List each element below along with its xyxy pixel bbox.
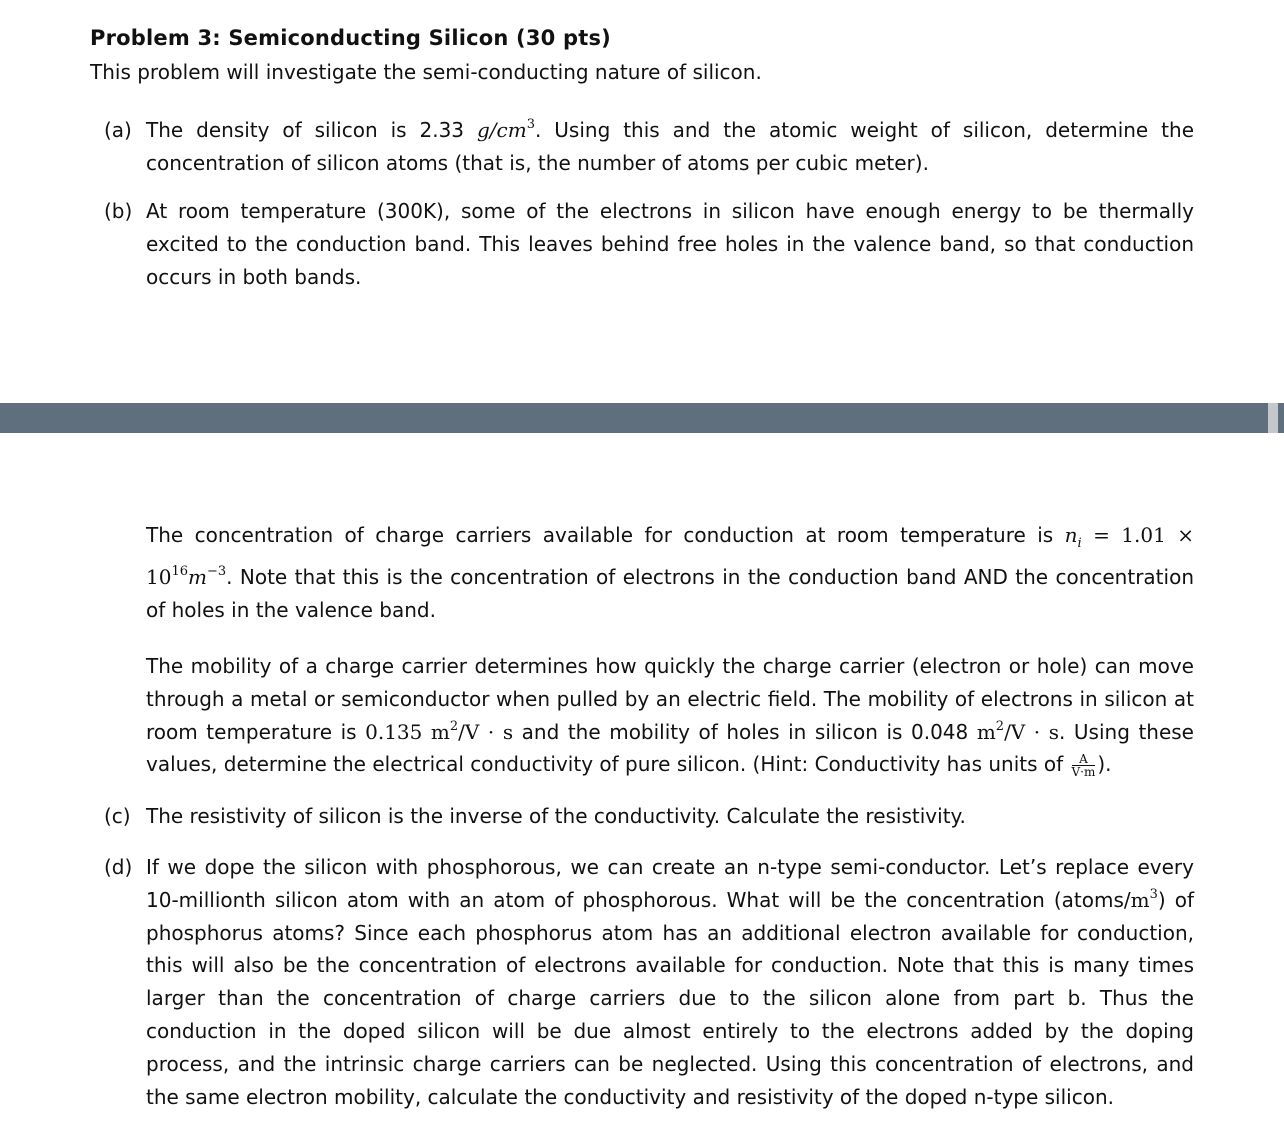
part-b-text: At room temperature (300K), some of the electrons in silicon have enough energy to be thermally excited to the conduction band. This leaves behind free holes in the valence band, so that conduction occurs in both bands. [146, 199, 1194, 289]
part-b-label: (b) [104, 199, 133, 223]
part-d-label: (d) [104, 855, 133, 879]
problem-title: Problem 3: Semiconducting Silicon (30 pts) [90, 26, 611, 50]
part-b-mobility-text: The mobility of a charge carrier determines how quickly the charge carrier (electron or hole) can move through a metal or semiconductor when pulled by an electric field. The mobility of electrons in silicon at room temperature is 0.135 $m^2/V \cdot s$ and the mobility of holes in silicon is 0.048 $m^2/V \cdot s$. Using these values, determine the electrical conductivity of pure silicon. (Hint: Conductivity has units of $\frac{A}{V\cdot m}$ ). [146, 654, 1194, 780]
part-b-concentration-text: The concentration of charge carriers available for conduction at room temperature is $n_i = 1.01 \times 10^{16}m^{-3}$. Note that this is the concentration of electrons in the conduction band AND the concentration of holes in the valence band. [146, 523, 1195, 622]
part-d-text: If we dope the silicon with phosphorous, we can create an n-type semi-conductor. Let’s replace every 10-millionth silicon atom with an atom of phosphorous. What will be the concentration $(atoms/m^3)$ of phosphorus atoms? Since each phosphorus atom has an additional electron available for conduction, this will also be the concentration of electrons available for conduction. Note that this is many times larger than the concentration of charge carriers due to the silicon alone from part b. Thus the conduction in the doped silicon will be due almost entirely to the electrons added by the doping process, and the intrinsic charge carriers can be neglected. Using this concentration of electrons, and the same electron mobility, calculate the conductivity and resistivity of the doped n-type silicon. [146, 855, 1194, 1109]
conductivity-units-fraction: $\frac{A}{V\cdot m}$ [1071, 752, 1096, 780]
part-a-text: The density of silicon is 2.33 $g/cm^3$. Using this and the atomic weight of silicon, determine the concentration of silicon atoms (that is, the number of atoms per cubic meter). [146, 117, 1194, 175]
part-c-label: (c) [104, 804, 131, 828]
page-divider [0, 403, 1284, 433]
problem-intro: This problem will investigate the semi-conducting nature of silicon. [90, 60, 762, 84]
scrollbar-thumb[interactable] [1268, 403, 1278, 433]
part-c-text: The resistivity of silicon is the inverse of the conductivity. Calculate the resistivity. [146, 804, 966, 828]
part-a-label: (a) [104, 118, 132, 142]
